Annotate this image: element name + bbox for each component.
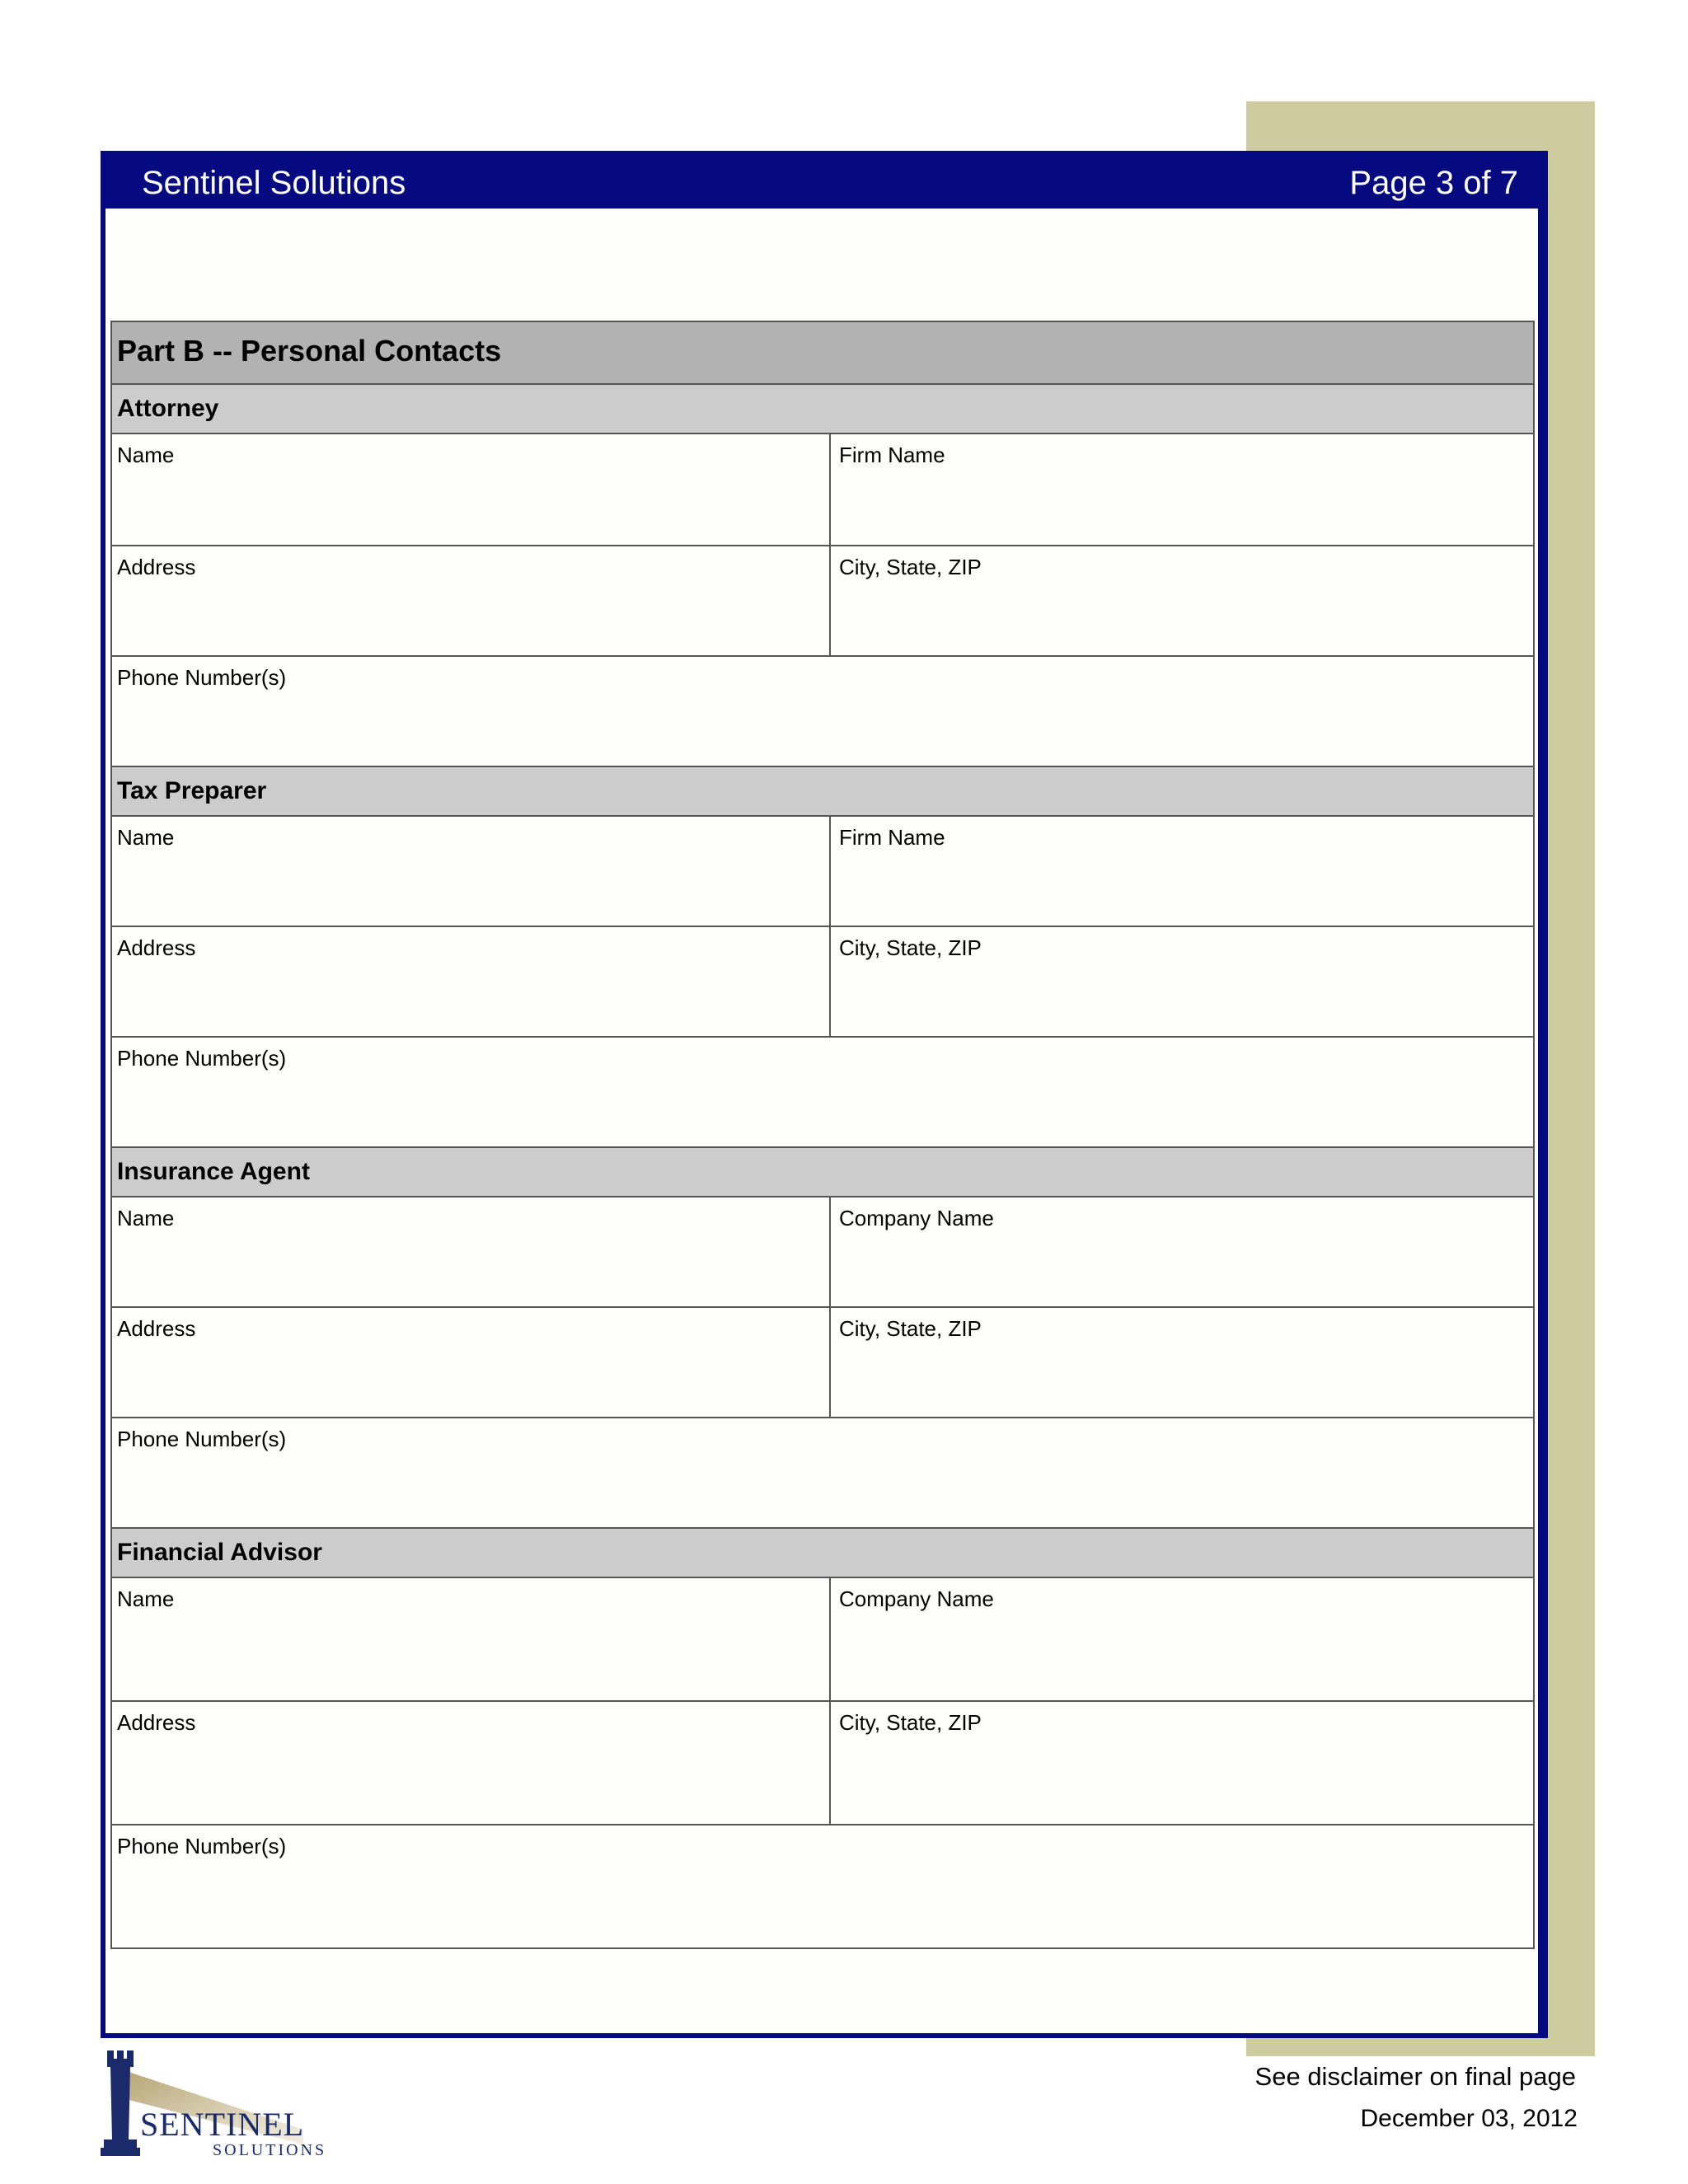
- section-header-attorney: Attorney: [112, 383, 1533, 433]
- tax-preparer-row-address: [112, 926, 1533, 1036]
- page-frame: [101, 151, 1548, 2038]
- financial-advisor-city-state-zip-field[interactable]: City, State, ZIP: [839, 1710, 982, 1735]
- financial-advisor-address-field[interactable]: Address: [112, 1702, 831, 1824]
- financial-advisor-row-phone: [112, 1824, 1533, 1947]
- tax-preparer-row-name: [112, 815, 1533, 926]
- part-title: Part B -- Personal Contacts: [112, 321, 1533, 383]
- tax-preparer-address-field[interactable]: Address: [112, 927, 831, 1036]
- attorney-row-address: [112, 545, 1533, 655]
- insurance-agent-company-name-field[interactable]: Company Name: [839, 1206, 994, 1230]
- attorney-name-field[interactable]: Name: [112, 434, 831, 545]
- section-header-financial-advisor: Financial Advisor: [112, 1527, 1533, 1577]
- logo-text: [140, 2108, 326, 2159]
- personal-contacts-form: [110, 321, 1535, 1949]
- rook-tower-icon: [101, 2050, 140, 2156]
- tax-preparer-firm-name-field[interactable]: Firm Name: [839, 825, 945, 850]
- tax-preparer-name-field[interactable]: Name: [112, 817, 831, 926]
- attorney-firm-name-field[interactable]: Firm Name: [839, 443, 945, 467]
- attorney-row-phone: [112, 655, 1533, 766]
- page-number: Page 3 of 7: [1349, 165, 1518, 201]
- tax-preparer-phone-field[interactable]: Phone Number(s): [117, 1046, 287, 1071]
- financial-advisor-phone-field[interactable]: Phone Number(s): [117, 1834, 287, 1858]
- insurance-agent-name-field[interactable]: Name: [112, 1197, 831, 1306]
- document-date: December 03, 2012: [1360, 2105, 1578, 2132]
- insurance-agent-address-field[interactable]: Address: [112, 1308, 831, 1417]
- logo-subtitle: SOLUTIONS: [213, 2141, 327, 2159]
- insurance-agent-row-phone: [112, 1417, 1533, 1527]
- financial-advisor-company-name-field[interactable]: Company Name: [839, 1586, 994, 1611]
- financial-advisor-row-name: [112, 1577, 1533, 1700]
- financial-advisor-name-field[interactable]: Name: [112, 1578, 831, 1700]
- attorney-row-name: [112, 433, 1533, 545]
- brand-title: Sentinel Solutions: [142, 165, 406, 201]
- tax-preparer-city-state-zip-field[interactable]: City, State, ZIP: [839, 935, 982, 960]
- page-header: [106, 156, 1538, 209]
- section-header-insurance-agent: Insurance Agent: [112, 1146, 1533, 1196]
- attorney-phone-field[interactable]: Phone Number(s): [117, 665, 287, 690]
- insurance-agent-row-address: [112, 1306, 1533, 1417]
- section-header-tax-preparer: Tax Preparer: [112, 766, 1533, 815]
- disclaimer-note: See disclaimer on final page: [1254, 2062, 1576, 2091]
- insurance-agent-phone-field[interactable]: Phone Number(s): [117, 1427, 287, 1451]
- tax-preparer-row-phone: [112, 1036, 1533, 1146]
- financial-advisor-row-address: [112, 1700, 1533, 1824]
- insurance-agent-city-state-zip-field[interactable]: City, State, ZIP: [839, 1316, 982, 1341]
- attorney-address-field[interactable]: Address: [112, 546, 831, 655]
- logo-wordmark: SENTINEL: [140, 2106, 305, 2143]
- insurance-agent-row-name: [112, 1196, 1533, 1306]
- attorney-city-state-zip-field[interactable]: City, State, ZIP: [839, 555, 982, 579]
